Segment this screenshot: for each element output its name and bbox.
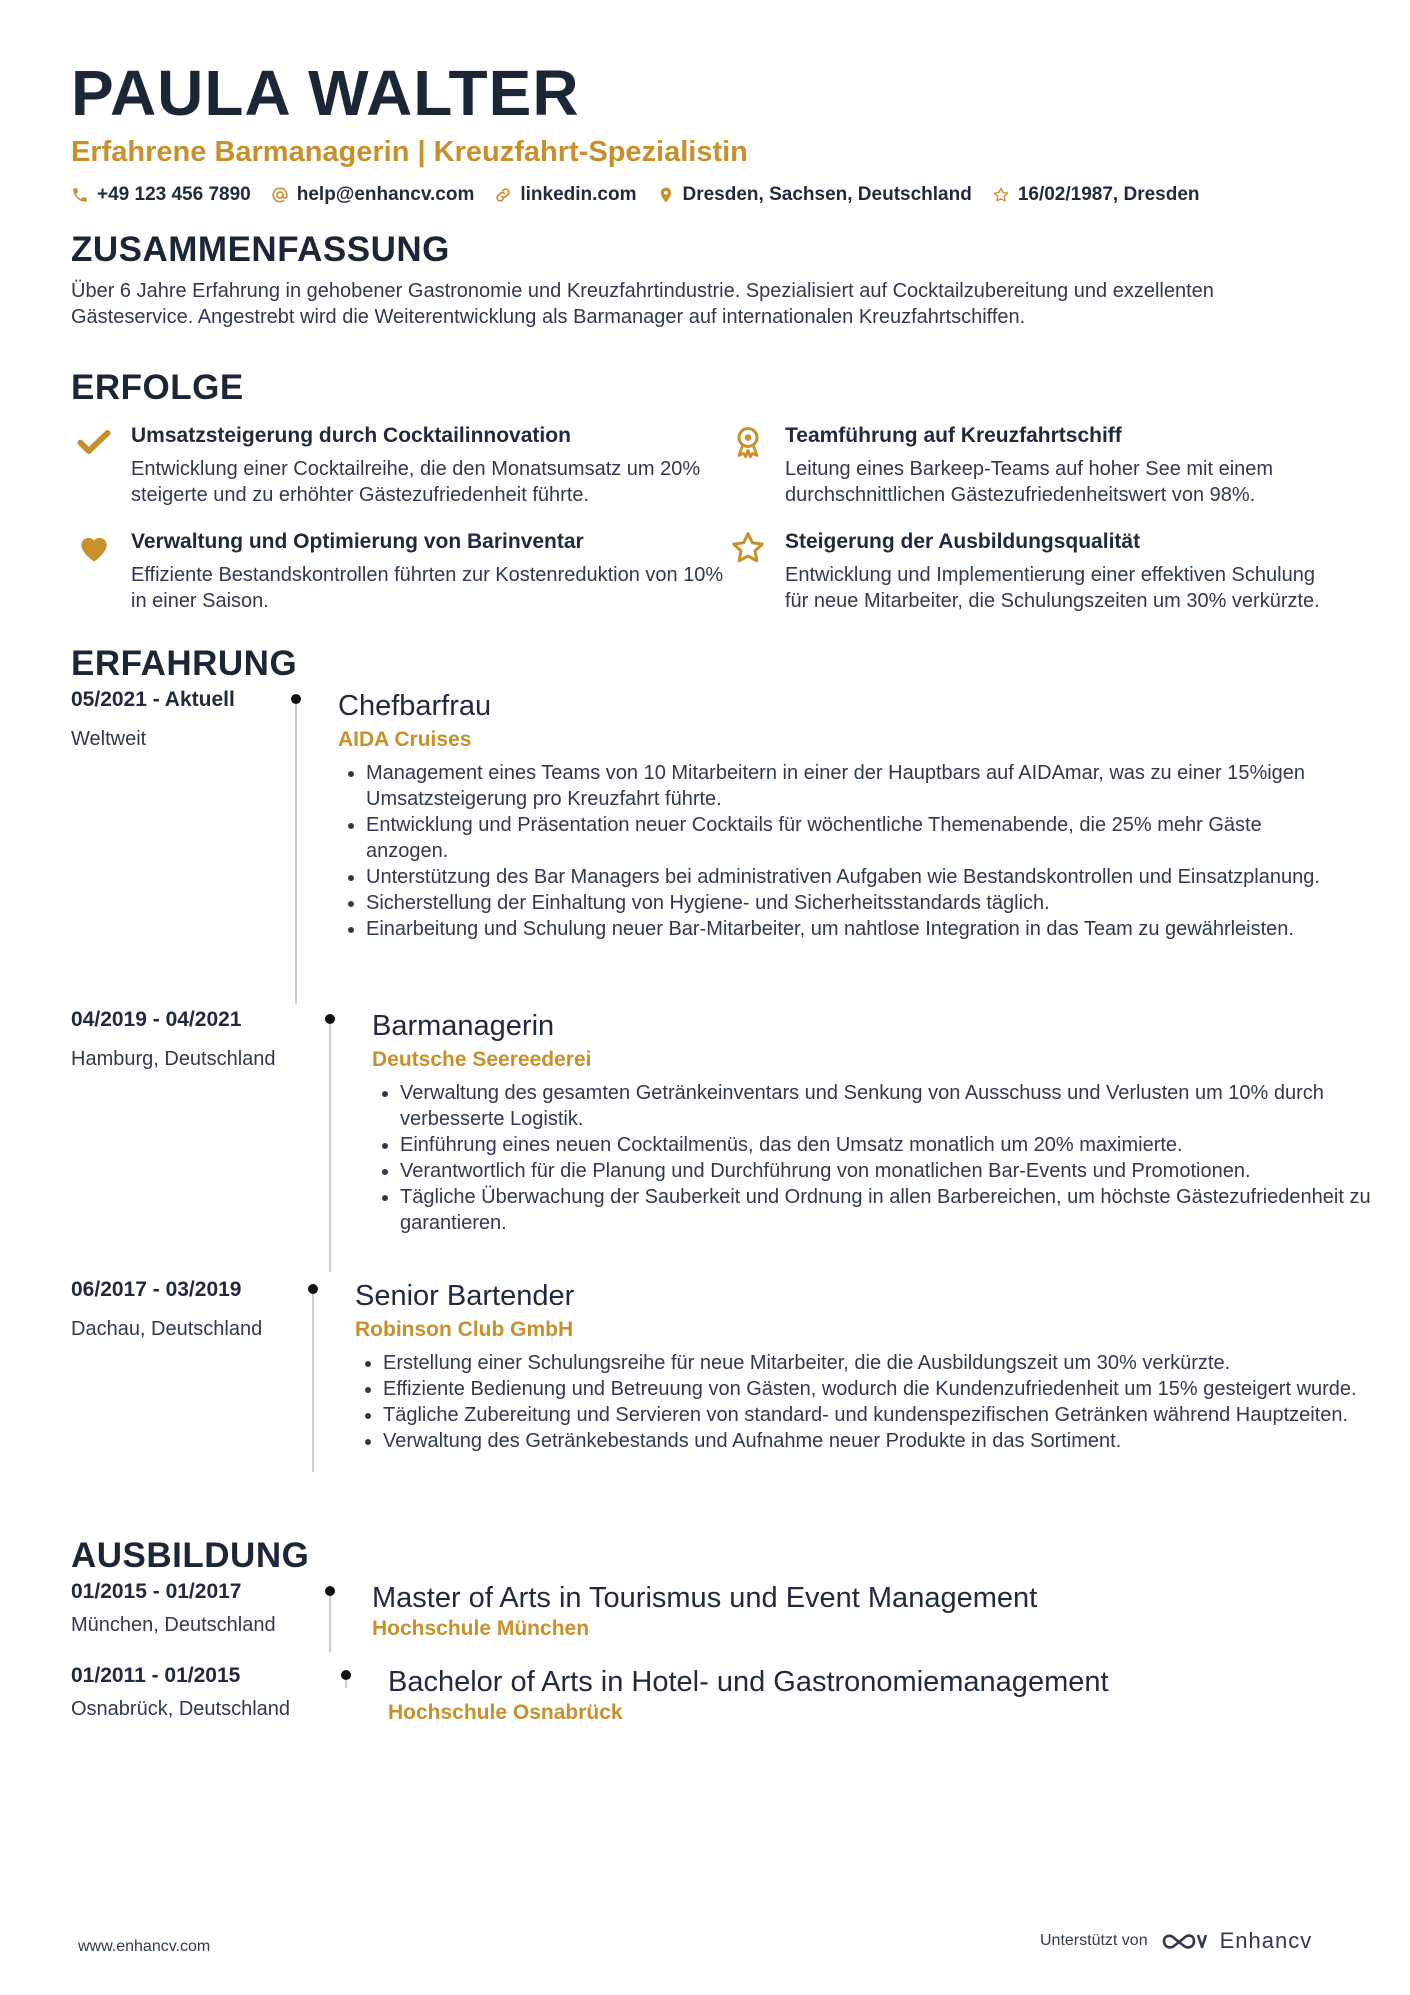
job-details [372, 1008, 1382, 1236]
award-icon [730, 424, 766, 460]
timeline-dot [325, 1586, 335, 1596]
education-details [372, 1580, 1332, 1642]
job-location: Weltweit [71, 728, 147, 750]
job-date: 04/2019 - 04/2021 [71, 1008, 242, 1031]
education-school: Hochschule Osnabrück [388, 1701, 623, 1724]
email-text: help@enhancv.com [296, 184, 475, 205]
job-bullet: • Management eines Teams von 10 Mitarbeitern in einer der Hauptbars auf AIDAmar, was zu einer 15%igen Umsatzsteigerung pro Kreuzfahrt führte. [366, 760, 1348, 812]
experience-section [71, 642, 1371, 1526]
job-company: Robinson Club GmbH [355, 1318, 574, 1341]
achievement-desc: Entwicklung und Implementierung einer effektiven Schulung für neue Mitarbeiter, die Schulungszeiten um 30% verkürzte. [785, 564, 1320, 612]
timeline-line [329, 1024, 331, 1272]
achievement-title: Verwaltung und Optimierung von Barinventar [131, 530, 584, 553]
brand-name: Enhancv [1219, 1928, 1313, 1953]
job-bullet: • Verwaltung des gesamten Getränkeinventars und Senkung von Ausschuss und Verlusten um 10% durch verbesserte Logistik. [400, 1080, 1382, 1132]
achievements-heading: ERFOLGE [71, 368, 244, 407]
linkedin-text: linkedin.com [520, 184, 637, 205]
job-entry [71, 1006, 1371, 1276]
achievement-title: Steigerung der Ausbildungsqualität [785, 530, 1141, 553]
achievements-section [71, 366, 1341, 614]
contact-phone[interactable] [71, 184, 251, 206]
job-bullet: • Sicherstellung der Einhaltung von Hygiene- und Sicherheitsstandards täglich. [366, 890, 1348, 916]
timeline-dot [291, 694, 301, 704]
job-location: Hamburg, Deutschland [71, 1048, 276, 1070]
job-location: Dachau, Deutschland [71, 1318, 263, 1340]
job-meta [71, 686, 235, 752]
job-bullet: • Verantwortlich für die Planung und Durchführung von monatlichen Bar-Events und Promotionen. [400, 1158, 1382, 1184]
job-date: 06/2017 - 03/2019 [71, 1278, 242, 1301]
timeline-line [329, 1596, 331, 1652]
achievement-desc: Leitung eines Barkeep-Teams auf hoher See mit einem durchschnittlichen Gästezufriedenheitswert von 98%. [785, 458, 1274, 506]
education-degree: Bachelor of Arts in Hotel- und Gastronomiemanagement [388, 1666, 1109, 1698]
link-icon [494, 186, 512, 204]
timeline-dot [308, 1284, 318, 1294]
achievement-item [725, 528, 1325, 614]
powered-by-text: Unterstützt von [1040, 1932, 1148, 1949]
achievement-desc: Effiziente Bestandskontrollen führten zur Kostenreduktion von 10% in einer Saison. [131, 564, 724, 612]
timeline-line [295, 704, 297, 1004]
achievement-title: Teamführung auf Kreuzfahrtschiff [785, 424, 1122, 447]
map-pin-icon [657, 186, 675, 204]
job-bullet: • Einarbeitung und Schulung neuer Bar-Mitarbeiter, um nahtlose Integration in das Team zu gewährleisten. [366, 916, 1348, 942]
location-text: Dresden, Sachsen, Deutschland [682, 184, 972, 205]
contact-birth [992, 184, 1200, 206]
job-title: Senior Bartender [355, 1280, 575, 1312]
tagline: Erfahrene Barmanagerin | Kreuzfahrt-Spezialistin [71, 136, 748, 168]
experience-heading: ERFAHRUNG [71, 644, 298, 683]
summary-heading: ZUSAMMENFASSUNG [71, 230, 450, 269]
job-bullets [355, 1350, 1365, 1454]
job-bullet: • Einführung eines neuen Cocktailmenüs, das den Umsatz monatlich um 20% maximierte. [400, 1132, 1382, 1158]
job-entry [71, 1276, 1357, 1526]
education-date: 01/2011 - 01/2015 [71, 1664, 241, 1687]
job-details [355, 1278, 1365, 1454]
timeline-line [312, 1294, 314, 1472]
contact-linkedin[interactable] [494, 184, 636, 206]
job-company: AIDA Cruises [338, 728, 472, 751]
job-bullet: • Tägliche Überwachung der Sauberkeit und Ordnung in allen Barbereichen, um höchste Gästezufriedenheit zu garantieren. [400, 1184, 1382, 1236]
job-title: Barmanagerin [372, 1010, 555, 1042]
birth-text: 16/02/1987, Dresden [1017, 184, 1200, 205]
achievement-desc: Entwicklung einer Cocktailreihe, die den Monatsumsatz um 20% steigerte und zu erhöhter Gästezufriedenheit führte. [131, 458, 701, 506]
achievement-item [71, 422, 725, 508]
job-bullet: • Erstellung einer Schulungsreihe für neue Mitarbeiter, die die Ausbildungszeit um 30% verkürzte. [383, 1350, 1365, 1376]
resume-page [71, 56, 1371, 1732]
footer-website[interactable]: www.enhancv.com [78, 1938, 211, 1955]
job-bullets [372, 1080, 1382, 1236]
job-bullet: • Tägliche Zubereitung und Servieren von standard- und kundenspezifischen Getränken während Hauptzeiten. [383, 1402, 1365, 1428]
contact-location [657, 184, 972, 206]
education-entry [71, 1578, 1341, 1662]
education-degree: Master of Arts in Tourismus und Event Management [372, 1582, 1038, 1614]
timeline-line [345, 1680, 347, 1688]
job-meta [71, 1006, 276, 1072]
job-bullets [338, 760, 1348, 942]
job-title: Chefbarfrau [338, 690, 492, 722]
education-date: 01/2015 - 01/2017 [71, 1580, 242, 1603]
at-icon [271, 186, 289, 204]
education-entry [71, 1662, 1341, 1732]
job-bullet: • Unterstützung des Bar Managers bei administrativen Aufgaben wie Bestandskontrollen und Einsatzplanung. [366, 864, 1348, 890]
job-date: 05/2021 - Aktuell [71, 688, 235, 711]
candidate-name: PAULA WALTER [71, 57, 580, 129]
education-meta [71, 1662, 290, 1722]
enhancv-logo-icon [1160, 1929, 1208, 1953]
achievement-item [71, 528, 725, 614]
timeline-dot [341, 1670, 351, 1680]
education-location: München, Deutschland [71, 1614, 276, 1636]
education-location: Osnabrück, Deutschland [71, 1698, 291, 1720]
footer-branding [1040, 1928, 1312, 1954]
contact-email[interactable] [271, 184, 475, 206]
timeline-dot [325, 1014, 335, 1024]
education-school: Hochschule München [372, 1617, 590, 1640]
star-icon [730, 530, 766, 566]
phone-icon [71, 186, 89, 204]
check-icon [76, 424, 112, 460]
achievements-grid [71, 422, 1341, 614]
phone-text: +49 123 456 7890 [97, 184, 251, 205]
education-heading: AUSBILDUNG [71, 1536, 310, 1575]
job-company: Deutsche Seereederei [372, 1048, 592, 1071]
job-entry [71, 686, 1341, 1006]
job-bullet: • Effiziente Bedienung und Betreuung von Gästen, wodurch die Kundenzufriedenheit um 15% gesteigert wurde. [383, 1376, 1365, 1402]
contact-bar [71, 184, 1341, 206]
education-section [71, 1534, 1341, 1732]
achievement-title: Umsatzsteigerung durch Cocktailinnovation [131, 424, 571, 447]
achievement-item [725, 422, 1325, 508]
summary-section [71, 228, 1341, 330]
education-meta [71, 1578, 276, 1638]
job-details [338, 688, 1348, 942]
summary-text: Über 6 Jahre Erfahrung in gehobener Gastronomie und Kreuzfahrtindustrie. Spezialisiert auf Cocktailzubereitung und exzellenten Gästeservice. Angestrebt wird die Weiterentwicklung als Barmanager auf internationalen Kreuzfahrtschiffen. [71, 280, 1214, 328]
heart-icon [76, 530, 112, 566]
job-meta [71, 1276, 262, 1342]
job-bullet: • Verwaltung des Getränkebestands und Aufnahme neuer Produkte in das Sortiment. [383, 1428, 1365, 1454]
education-details [388, 1664, 1348, 1726]
job-bullet: • Entwicklung und Präsentation neuer Cocktails für wöchentliche Themenabende, die 25% mehr Gäste anzogen. [366, 812, 1348, 864]
star-outline-icon [992, 186, 1010, 204]
